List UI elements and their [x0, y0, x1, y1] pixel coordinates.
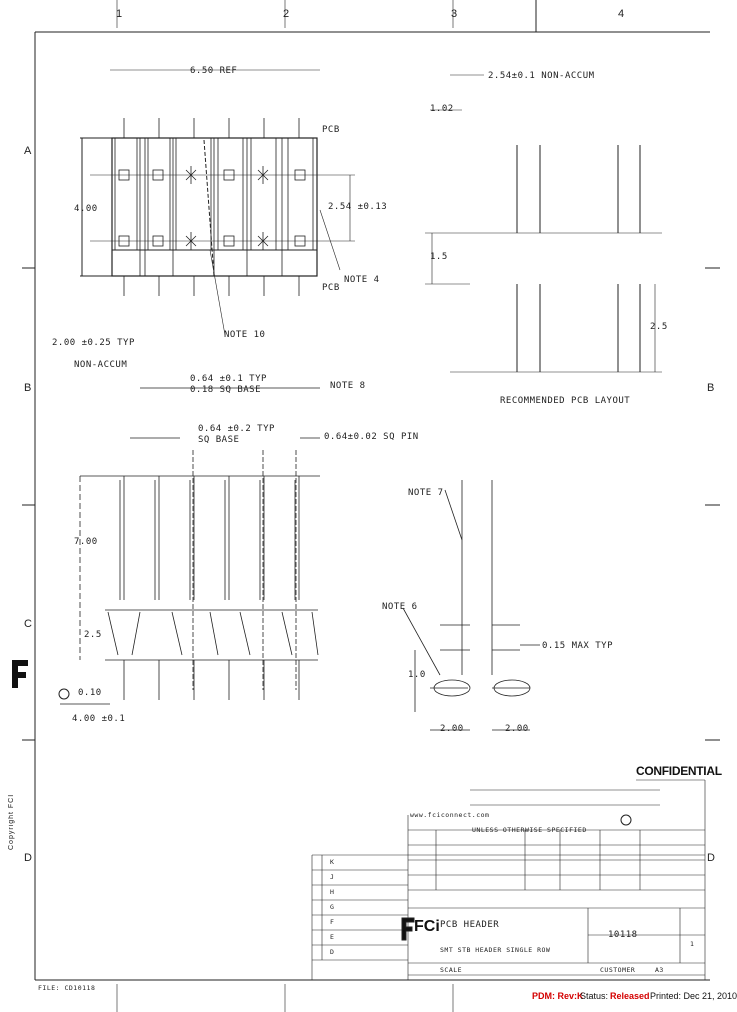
- rows-dimension: 2.00 ±0.25 TYP: [52, 338, 135, 348]
- side-dim-a: 0.64 ±0.1 TYP: [190, 374, 267, 384]
- zone-row-d-right: D: [707, 852, 715, 864]
- overall-dimension: 6.50 REF: [190, 66, 238, 76]
- sheet-number: 1: [690, 940, 695, 948]
- rev-d: D: [330, 948, 335, 956]
- pin-tip-dim: 0.64±0.02 SQ PIN: [324, 432, 419, 442]
- zone-row-c: C: [24, 618, 32, 630]
- side-dim-b2: SQ BASE: [198, 435, 240, 445]
- printed-date: Printed: Dec 21, 2010: [650, 991, 737, 1001]
- pcb-pitch: 2.54±0.1 NON-ACCUM: [488, 71, 595, 81]
- foot-dim: 0.10: [78, 688, 102, 698]
- height-dimension: 4.00: [74, 204, 98, 214]
- rev-e: E: [330, 933, 335, 941]
- note-6: NOTE 6: [382, 602, 418, 612]
- note-10: NOTE 10: [224, 330, 266, 340]
- rev-h: H: [330, 888, 335, 896]
- fci-logo-title-block: FCi: [414, 918, 440, 935]
- confidential-label: CONFIDENTIAL: [636, 764, 722, 778]
- note-4: NOTE 4: [344, 275, 380, 285]
- pitch-dimension: 2.54 ±0.13: [328, 202, 388, 212]
- product-description: SMT STB HEADER SINGLE ROW: [440, 946, 551, 954]
- zone-row-b: B: [24, 382, 32, 394]
- side-dim-a2: 0.18 SQ BASE: [190, 385, 262, 395]
- pcb-layout-title: RECOMMENDED PCB LAYOUT: [500, 396, 631, 406]
- zone-row-a: A: [24, 145, 32, 157]
- status-value: Released: [610, 991, 650, 1001]
- status-prefix: Status:: [580, 991, 609, 1001]
- rev-f: F: [330, 918, 335, 926]
- note-8: NOTE 8: [330, 381, 366, 391]
- pcb-label-bottom: PCB: [322, 283, 340, 293]
- rev-j: J: [330, 873, 335, 881]
- detail-dim-3: 1.0: [408, 670, 426, 680]
- customer-label: CUSTOMER: [600, 966, 636, 974]
- rows-dimension-note: NON-ACCUM: [74, 360, 128, 370]
- pdm-revision: PDM: Rev:K: [532, 991, 584, 1001]
- scale-label: SCALE: [440, 966, 463, 974]
- note-7: NOTE 7: [408, 488, 444, 498]
- zone-row-b-right: B: [707, 382, 715, 394]
- file-label: FILE: CD10118: [38, 984, 96, 992]
- side-mid: 2.5: [84, 630, 102, 640]
- zone-col-3: 3: [451, 8, 458, 20]
- rev-k: K: [330, 858, 335, 866]
- size-label: A3: [655, 966, 664, 974]
- zone-col-4: 4: [618, 8, 625, 20]
- copyright-text: Copyright FCI: [8, 793, 15, 850]
- pin-max-dim: 0.15 MAX TYP: [542, 641, 614, 651]
- product-title: PCB HEADER: [440, 920, 500, 930]
- zone-col-1: 1: [116, 8, 123, 20]
- foot-dim-2: 4.00 ±0.1: [72, 714, 126, 724]
- pcb-length: 2.5: [650, 322, 668, 332]
- pcb-label-top: PCB: [322, 125, 340, 135]
- rev-g: G: [330, 903, 335, 911]
- pcb-gap: 1.5: [430, 252, 448, 262]
- zone-col-2: 2: [283, 8, 290, 20]
- detail-dim-1: 2.00: [440, 724, 464, 734]
- tolerance-note: UNLESS OTHERWISE SPECIFIED: [472, 826, 587, 834]
- side-dim-b: 0.64 ±0.2 TYP: [198, 424, 275, 434]
- website: www.fciconnect.com: [410, 811, 490, 819]
- document-number: 10118: [608, 930, 638, 940]
- detail-dim-2: 2.00: [505, 724, 529, 734]
- pcb-hole: 1.02: [430, 104, 454, 114]
- zone-row-d: D: [24, 852, 32, 864]
- side-height: 7.00: [74, 537, 98, 547]
